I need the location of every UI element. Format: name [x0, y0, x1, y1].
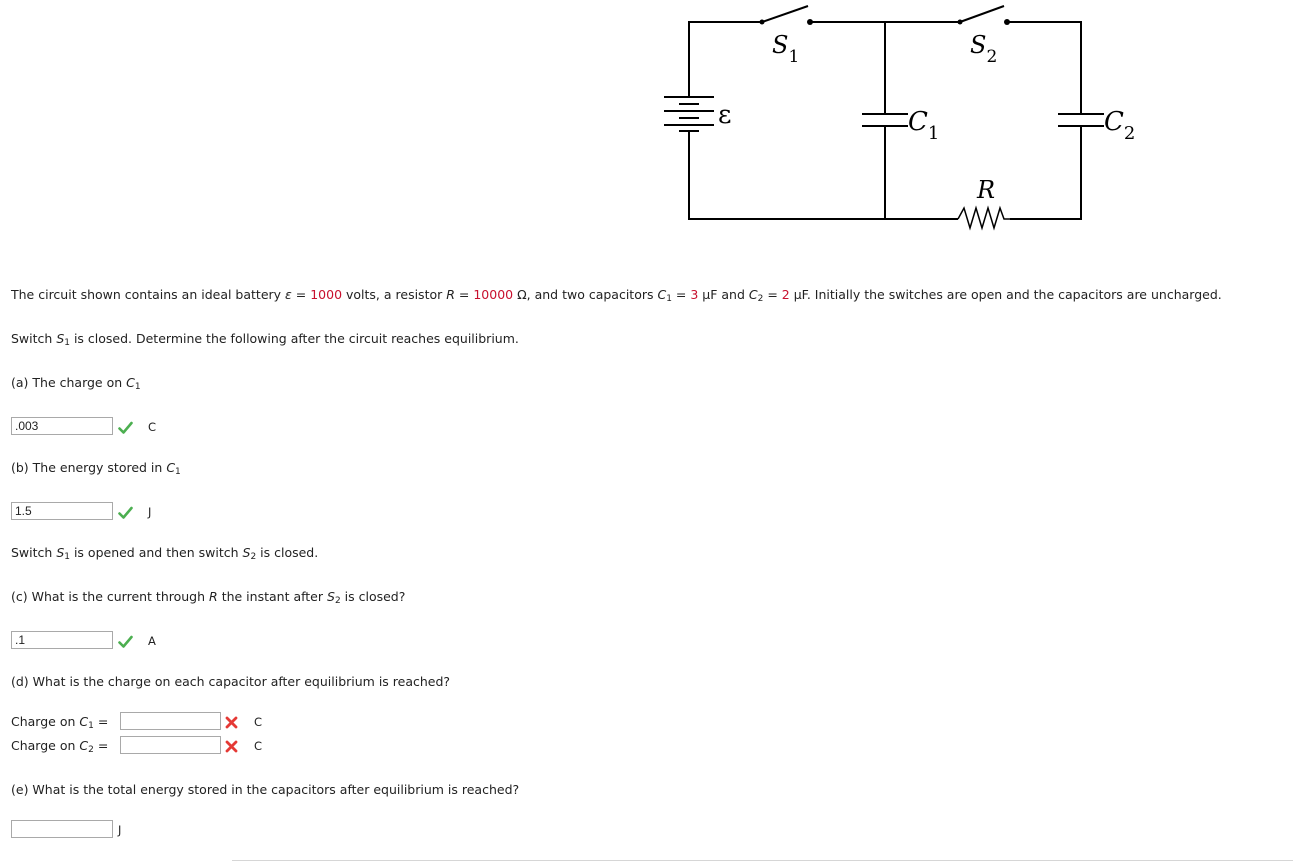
s1-label: $S_1$ — [772, 31, 800, 67]
answer-b-input[interactable] — [11, 502, 113, 520]
step-1-instruction: Switch $S_1$ is closed. Determine the following after the circuit reaches equilibrium. — [11, 331, 519, 348]
cross-icon — [225, 740, 238, 753]
charge-c2-unit: C — [254, 739, 263, 753]
divider — [232, 860, 1293, 861]
answer-a-unit: C — [148, 420, 157, 434]
c2-label: $C_2$ — [1104, 107, 1136, 144]
answer-d2-label: Charge on $C_2$ = — [11, 738, 109, 755]
resistance-value: 10000 — [473, 287, 514, 302]
c2-value: 2 — [781, 287, 790, 302]
c1-label: $C_1$ — [908, 107, 940, 144]
check-icon — [118, 421, 133, 435]
charge-c1-input[interactable] — [120, 712, 221, 730]
answer-a-input[interactable] — [11, 417, 113, 435]
r-label: R — [977, 176, 996, 204]
question-d: (d) What is the charge on each capacitor after equilibrium is reached? — [11, 674, 451, 689]
check-icon — [118, 635, 133, 649]
emf-value: 1000 — [310, 287, 343, 302]
question-a: (a) The charge on $C_1$ — [11, 375, 141, 392]
question-c: (c) What is the current through R the instant after $S_2$ is closed? — [11, 589, 406, 606]
answer-e-input[interactable] — [11, 820, 113, 838]
problem-intro: The circuit shown contains an ideal battery ε = 1000 volts, a resistor R = 10000 Ω, and two capacitors $C_1 = 3$ μF and $C_2 = 2$ μF. Initially the switches are open and the capacitors are uncharged. — [11, 287, 1222, 304]
emf-label: ε — [718, 100, 732, 130]
question-b: (b) The energy stored in $C_1$ — [11, 460, 181, 477]
question-e: (e) What is the total energy stored in the capacitors after equilibrium is reached? — [11, 782, 520, 797]
answer-c-input[interactable] — [11, 631, 113, 649]
answer-d1-label: Charge on $C_1$ = — [11, 714, 109, 731]
step-2-instruction: Switch $S_1$ is opened and then switch $S_2$ is closed. — [11, 545, 319, 562]
answer-c-unit: A — [148, 634, 156, 648]
answer-e-unit: J — [118, 823, 122, 837]
check-icon — [118, 506, 133, 520]
cross-icon — [225, 716, 238, 729]
charge-c1-unit: C — [254, 715, 263, 729]
charge-c2-input[interactable] — [120, 736, 221, 754]
s2-label: $S_2$ — [970, 31, 998, 67]
answer-b-unit: J — [148, 505, 152, 519]
circuit-diagram — [0, 0, 1293, 250]
c1-value: 3 — [690, 287, 699, 302]
